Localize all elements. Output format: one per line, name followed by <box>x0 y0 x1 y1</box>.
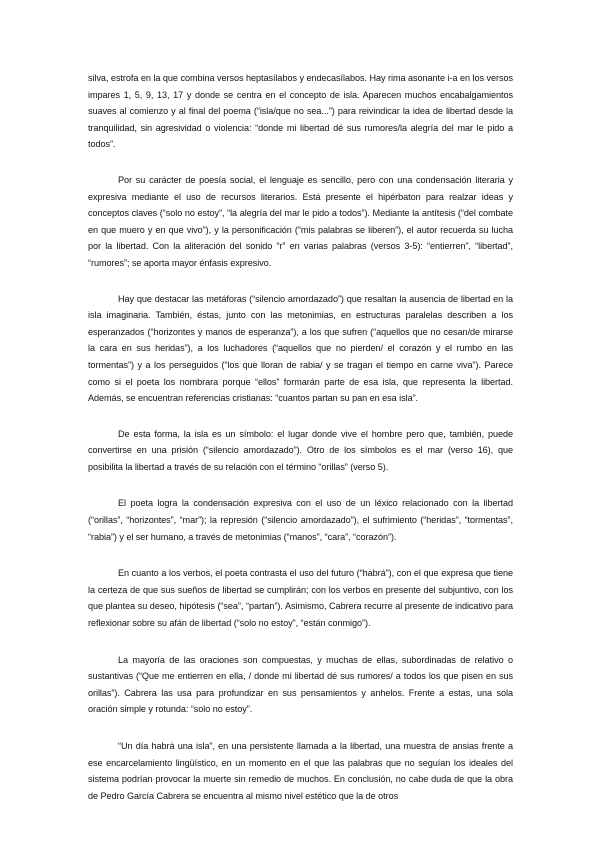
document-body <box>88 70 513 804</box>
paragraph-metrics: silva, estrofa en la que combina versos heptasílabos y endecasílabos. Hay rima asonante i-a en los versos impares 1, 5, 9, 13, 17 y donde se centra en el concepto de isla. Aparecen muchos encabalgamientos suaves al comienzo y al final del poema (“isla/que no sea...”) para reivindicar la idea de libertad desde la tranquilidad, sin agresividad o violencia: “donde mi libertad dé sus rumores/la alegría del mar le pido a todos”. <box>88 73 513 150</box>
paragraph-conclusion: “Un día habrá una isla”, en una persistente llamada a la libertad, una muestra de ansias frente a ese encarcelamiento lingüístico, en un momento en el que las palabras que no seguían los ideales del sistema podrían provocar la muerte sin remedio de muchos. En conclusión, no cabe duda de que la obra de Pedro García Cabrera se encuentra al mismo nivel estético que la de otros <box>88 741 513 801</box>
paragraph-verbs: En cuanto a los verbos, el poeta contrasta el uso del futuro (“habrá”), con el que expresa que tiene la certeza de que sus sueños de libertad se cumplirán; con los verbos en presente del subjuntivo, con los que plantea su deseo, hipótesis (“sea”, “partan”). Asimismo, Cabrera recurre al presente de indicativo para reflexionar sobre su afán de libertad (“solo no estoy”, “están conmigo”). <box>88 568 513 629</box>
paragraph-metaphors: Hay que destacar las metáforas (“silencio amordazado”) que resaltan la ausencia de libertad en la isla imaginaria. También, éstas, junto con las metonimias, en estructuras paralelas describen a los esperanzados (“horizontes y manos de esperanza”), a los que sufren (“aquellos que no cesan/de mirarse la cara en sus heridas”), a los luchadores (“aquellos que no pierden/ el corazón y el rumbo en las tormentas”) y a los perseguidos (“los que lloran de rabia/ y se tragan el tiempo en carne viva”). Parece como si el poeta los nombrara porque “ellos” formarán parte de esa isla, que representa la libertad. Además, se encuentran referencias cristianas: “cuantos partan su pan en esa isla”. <box>88 293 513 404</box>
paragraph-lexicon: El poeta logra la condensación expresiva con el uso de un léxico relacionado con la libertad (“orillas”, “horizontes”, “mar”); la represión (“silencio amordazado”), el sufrimiento (“heridas”, “tormentas”, “rabia”) y el ser humano, a través de metonimias (“manos”, “cara”, “corazón”). <box>88 498 513 542</box>
paragraph-literary-devices: Por su carácter de poesía social, el lenguaje es sencillo, pero con una condensación literaria y expresiva mediante el uso de recursos literarios. Está presente el hipérbaton para realzar ideas y conceptos claves (“solo no estoy”, “la alegría del mar le pido a todos”). Mediante la antítesis (“del combate en que muero y en que vivo”), y la personificación (“mis palabras se liberen”), el autor recuerda su lucha por la libertad. Con la aliteración del sonido “r” en varias palabras (versos 3-5): “entierren”, “libertad”, “rumores”; se aporta mayor énfasis expresivo. <box>88 174 513 268</box>
paragraph-symbols: De esta forma, la isla es un símbolo: el lugar donde vive el hombre pero que, también, puede convertirse en una prisión (“silencio amordazado”). Otro de los símbolos es el mar (verso 16), que posibilita la libertad a través de su relación con el término “orillas” (verso 5). <box>88 428 513 472</box>
paragraph-sentences: La mayoría de las oraciones son compuestas, y muchas de ellas, subordinadas de relativo o sustantivas (“Que me entierren en ella, / donde mi libertad dé sus rumores/ a todos los que pisen en sus orillas”). Cabrera las usa para profundizar en sus pensamientos y anhelos. Frente a estas, una sola oración simple y rotunda: “solo no estoy”. <box>88 654 513 715</box>
